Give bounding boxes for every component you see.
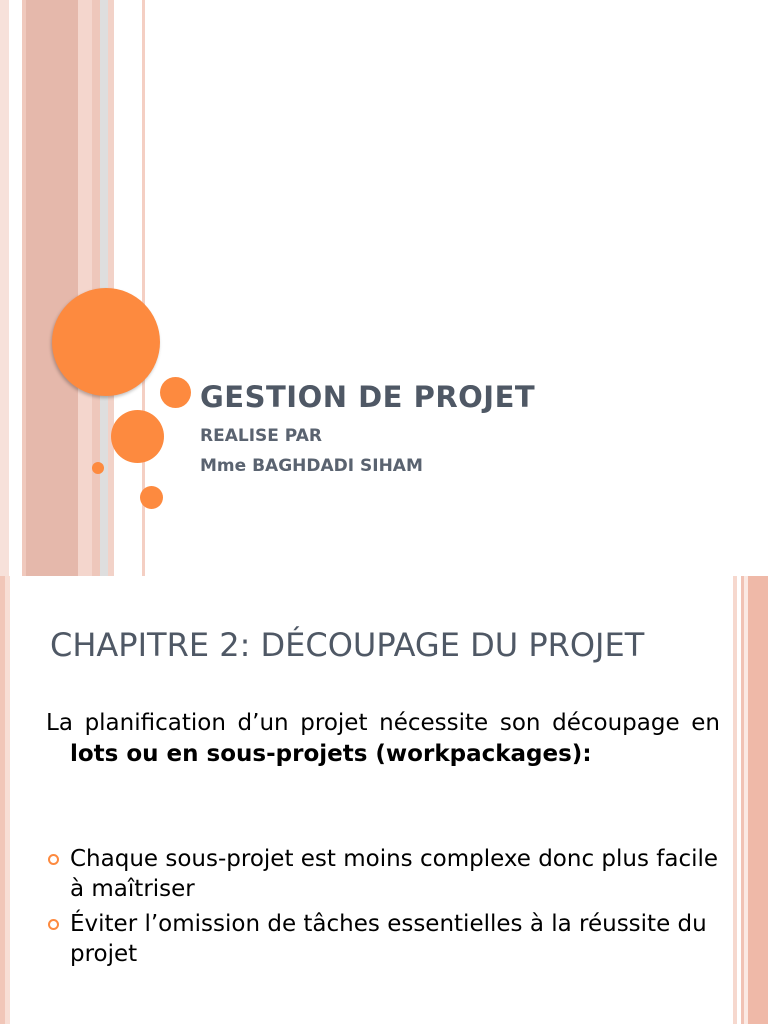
- decorative-circle: [160, 377, 191, 408]
- stripe: [733, 576, 737, 1024]
- decorative-circle-large: [52, 288, 160, 396]
- slide-title: GESTION DE PROJET: [200, 380, 536, 414]
- stripe: [26, 0, 78, 576]
- list-item: [46, 844, 720, 904]
- intro-paragraph: [46, 708, 720, 770]
- stripe: [78, 0, 92, 576]
- stripe: [748, 576, 768, 1024]
- ring-bullet-icon: [48, 854, 59, 865]
- slide-heading: CHAPITRE 2: DÉCOUPAGE DU PROJET: [50, 626, 645, 664]
- subtitle-author: Mme BAGHDADI SIHAM: [200, 456, 423, 476]
- intro-text: La planification d’un projet nécessite son découpage en: [46, 710, 720, 736]
- ring-bullet-icon: [48, 919, 59, 930]
- decorative-circle: [111, 410, 164, 463]
- subtitle-realise-par: REALISE PAR: [200, 426, 322, 446]
- intro-bold-text: lots ou en sous-projets (workpackages):: [70, 741, 592, 767]
- bullet-list: [46, 844, 720, 974]
- list-item: [46, 909, 720, 969]
- decorative-circle: [140, 486, 163, 509]
- content-slide: [0, 576, 768, 1024]
- bullet-text: Éviter l’omission de tâches essentielles à la réussite du projet: [70, 911, 707, 967]
- decorative-circle: [92, 462, 104, 474]
- stripe: [5, 576, 10, 1024]
- stripe: [0, 0, 9, 576]
- bullet-text: Chaque sous-projet est moins complexe donc plus facile à maîtriser: [70, 846, 719, 902]
